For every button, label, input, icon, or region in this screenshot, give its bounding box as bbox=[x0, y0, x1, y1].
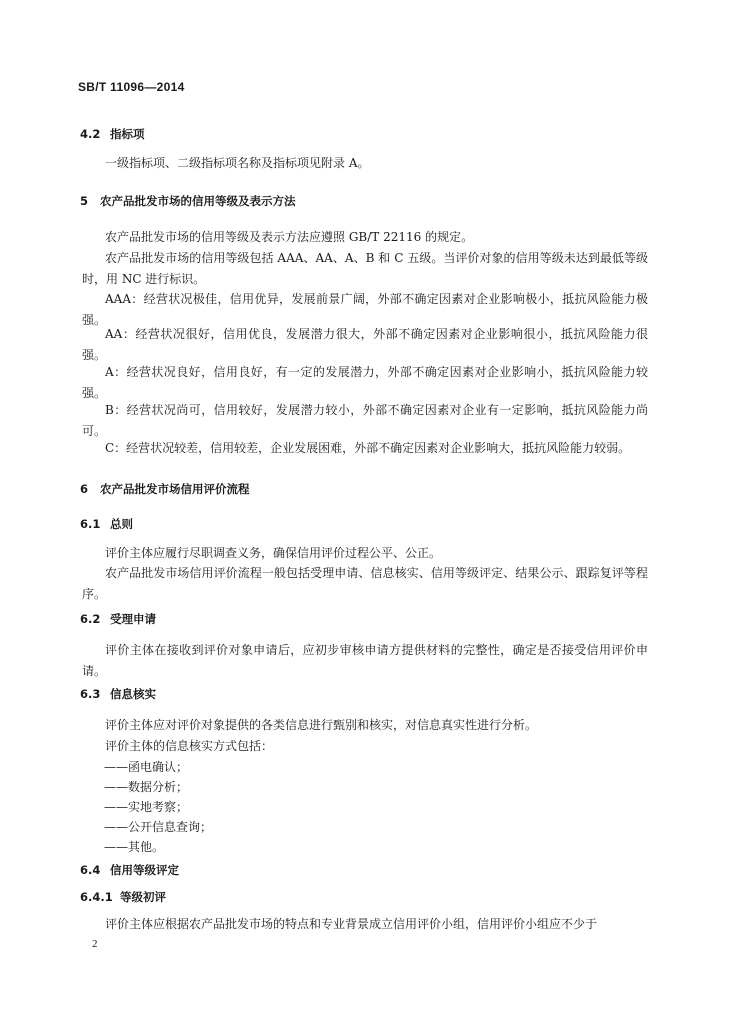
section-number: 6.3 bbox=[80, 687, 101, 701]
paragraph-grade-aaa: AAA：经营状况极佳，信用优异，发展前景广阔，外部不确定因素对企业影响极小，抵抗风险能力极强。 bbox=[82, 292, 648, 327]
paragraph-4-2: 一级指标项、二级指标项名称及指标项见附录 A。 bbox=[105, 156, 370, 170]
page-number: 2 bbox=[92, 938, 98, 950]
section-number: 4.2 bbox=[80, 127, 101, 141]
section-heading-6-2 bbox=[80, 611, 156, 627]
section-number: 5 bbox=[80, 194, 89, 208]
list-item: ——其他。 bbox=[104, 840, 165, 854]
list-item: ——函电确认； bbox=[104, 760, 189, 774]
paragraph-5-2: 农产品批发市场的信用等级包括 AAA、AA、A、B 和 C 五级。当评价对象的信用等级未达到最低等级时，用 NC 进行标识。 bbox=[82, 251, 648, 286]
section-heading-4-2 bbox=[80, 126, 145, 142]
section-title: 信息核实 bbox=[110, 687, 156, 701]
section-heading-6-3 bbox=[80, 686, 156, 702]
paragraph-6-1-1: 评价主体应履行尽职调查义务，确保信用评价过程公平、公正。 bbox=[105, 546, 442, 560]
paragraph-grade-aa: AA：经营状况很好，信用优良，发展潜力很大，外部不确定因素对企业影响很小，抵抗风险能力很强。 bbox=[82, 327, 648, 362]
paragraph-grade-c: C：经营状况较差，信用较差，企业发展困难，外部不确定因素对企业影响大，抵抗风险能力较弱。 bbox=[105, 441, 631, 455]
section-heading-6 bbox=[80, 481, 250, 497]
section-title: 农产品批发市场的信用等级及表示方法 bbox=[100, 194, 296, 208]
section-title: 指标项 bbox=[110, 127, 145, 141]
section-heading-5 bbox=[80, 193, 296, 209]
paragraph-6-3-1: 评价主体应对评价对象提供的各类信息进行甄别和核实，对信息真实性进行分析。 bbox=[105, 718, 538, 732]
section-number: 6.4 bbox=[80, 863, 101, 877]
list-item: ——实地考察； bbox=[104, 800, 189, 814]
list-item: ——数据分析； bbox=[104, 780, 189, 794]
section-title: 总则 bbox=[110, 517, 133, 531]
paragraph-6-4-1-1: 评价主体应根据农产品批发市场的特点和专业背景成立信用评价小组，信用评价小组应不少于 bbox=[105, 917, 598, 931]
paragraph-grade-a: A：经营状况良好，信用良好，有一定的发展潜力，外部不确定因素对企业影响小，抵抗风险能力较强。 bbox=[82, 365, 648, 400]
section-heading-6-4-1 bbox=[80, 889, 166, 905]
section-title: 等级初评 bbox=[120, 890, 166, 904]
section-title: 农产品批发市场信用评价流程 bbox=[100, 482, 250, 496]
section-heading-6-4 bbox=[80, 862, 179, 878]
section-heading-6-1 bbox=[80, 516, 133, 532]
section-title: 受理申请 bbox=[110, 612, 156, 626]
paragraph-5-1: 农产品批发市场的信用等级及表示方法应遵照 GB/T 22116 的规定。 bbox=[105, 230, 474, 244]
section-number: 6.2 bbox=[80, 612, 101, 626]
paragraph-6-2-1: 评价主体在接收到评价对象申请后，应初步审核申请方提供材料的完整性，确定是否接受信用评价申请。 bbox=[82, 643, 648, 678]
paragraph-6-1-2: 农产品批发市场信用评价流程一般包括受理申请、信息核实、信用等级评定、结果公示、跟踪复评等程序。 bbox=[82, 566, 648, 601]
standard-code-header: SB/T 11096—2014 bbox=[78, 80, 185, 94]
section-number: 6.4.1 bbox=[80, 890, 113, 904]
paragraph-grade-b: B：经营状况尚可，信用较好，发展潜力较小，外部不确定因素对企业有一定影响，抵抗风险能力尚可。 bbox=[82, 403, 648, 438]
section-number: 6 bbox=[80, 482, 89, 496]
section-number: 6.1 bbox=[80, 517, 101, 531]
paragraph-6-3-2: 评价主体的信息核实方式包括： bbox=[105, 739, 274, 753]
list-item: ——公开信息查询； bbox=[104, 820, 213, 834]
section-title: 信用等级评定 bbox=[110, 863, 179, 877]
